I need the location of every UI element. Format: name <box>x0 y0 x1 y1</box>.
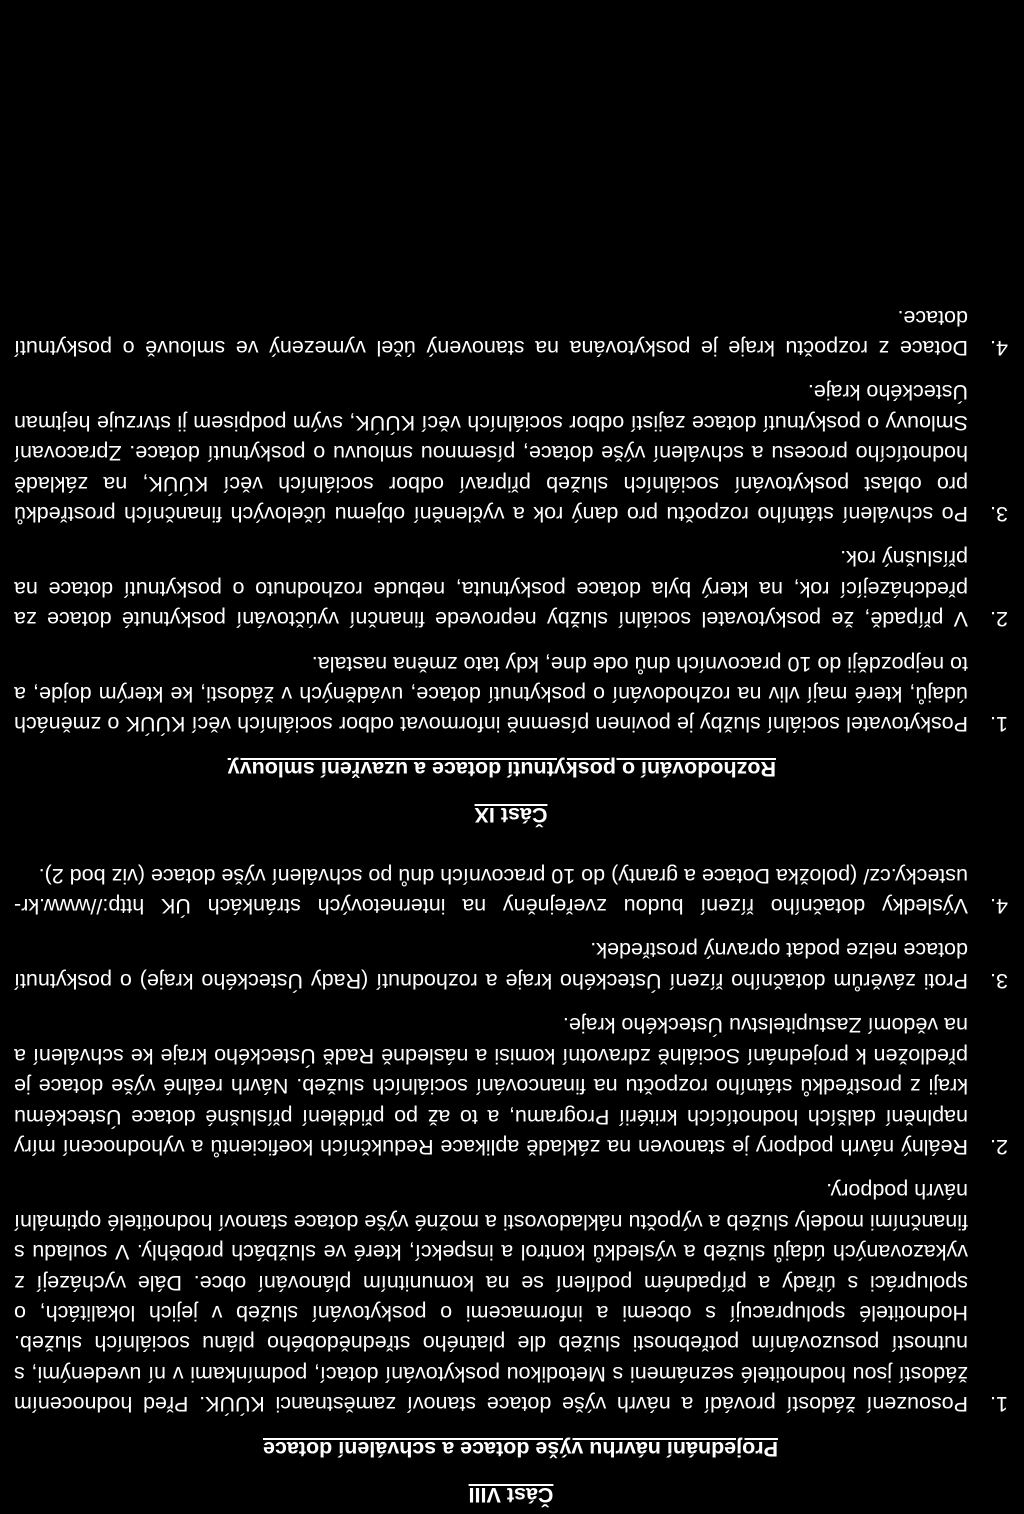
list-item: 1. Posouzení žádostí provádí a návrh výše dotace stanoví zaměstnanci KÚÚK. Před hodnocením žádostí jsou hodnotitelé seznámeni s Metodikou poskytování dotací, podmínkami v ní uvedenými, s nutností posuzováním potřebnosti služeb dle platného střednědobého plánu sociálních služeb. Hodnotitelé spolupracují s obcemi a informacemi o poskytování služeb v jejich lokalitách, o spolupráci s úřady a případném podílení se na komunitním plánování obce. Dále vycházejí z vykazovaných údajů služeb a výsledků kontrol a inspekcí, které ve službách proběhly. V souladu s finančními modely služeb a výpočtu nákladovosti a možné výše dotace stanoví hodnotitelé optimální návrh podpory. <box>14 1179 1008 1417</box>
list-item: 4. Výsledky dotačního řízení budou zveřejněny na internetových stránkách ÚK http://www.kr-ustecky.cz/ (položka Dotace a granty) do 10 pracovních dnů po schválení výše dotace (viz bod 2). <box>14 863 1008 919</box>
part-viii-title: Část VIII <box>468 1483 554 1507</box>
part-ix-heading: Rozhodování o poskytnutí dotace a uzavření smlouvy <box>227 756 776 781</box>
list-item: 2. V případě, že poskytovatel sociální služby neprovede finanční vyúčtování poskytnuté dotace za předcházející rok, na který byla dotace poskytnuta, nebude rozhodnuto o poskytnutí dotace na příslušný rok. <box>14 546 1008 632</box>
part-viii-list <box>14 860 1008 1419</box>
list-item: 1. Poskytovatel sociální služby je povinen písemně informovat odbor sociálních věcí KÚÚK o změnách údajů, které mají vliv na rozhodování o poskytnutí dotace, uváděných v žádosti, ke kterým dojde, a to nejpozději do 10 pracovních dnů ode dne, kdy tato změna nastala. <box>14 651 1008 737</box>
page-content <box>14 288 1008 1510</box>
list-item: 3. Proti závěrům dotačního řízení Ústeckého kraje a rozhodnutí (Rady Ústeckého kraje) o poskytnutí dotace nelze podat opravný prostředek. <box>14 938 1008 993</box>
list-item: 3. Po schválení státního rozpočtu pro daný rok a vyčlenění objemu účelových finančních prostředků pro oblast poskytování sociálních služeb připraví odbor sociálních věcí KÚÚK, na základě hodnotícího procesu a schválení výše dotace, písemnou smlouvu o poskytnutí dotace. Zpracovaní Smlouvy o poskytnutí dotace zajistí odbor sociálních věcí KÚÚK, svým podpisem ji stvrzuje hejtman Ústeckého kraje. <box>14 380 1008 527</box>
list-item: 2. Reálný návrh podpory je stanoven na základě aplikace Redukčních koeficientů a vyhodnocení míry naplnění dalších hodnotících kritérií Programu, a to až po přidělení příslušné dotace Ústeckému kraji z prostředků státního rozpočtu na financování sociálních služeb. Návrh reálné výše dotace je předložen k projednání Sociálně zdravotní komisi a následně Radě Ústeckého kraje ke schválení a na vědomí Zastupitelstvu Ústeckého kraje. <box>14 1013 1008 1159</box>
part-ix-list <box>14 302 1008 739</box>
part-ix-title: Část IX <box>474 803 548 828</box>
part-viii-heading: Projednání návrhu výše dotace a schválení dotace <box>262 1436 778 1461</box>
list-item: 4. Dotace z rozpočtu kraje je poskytována na stanovený účel vymezený ve smlouvě o poskytnutí dotace. <box>14 305 1008 360</box>
